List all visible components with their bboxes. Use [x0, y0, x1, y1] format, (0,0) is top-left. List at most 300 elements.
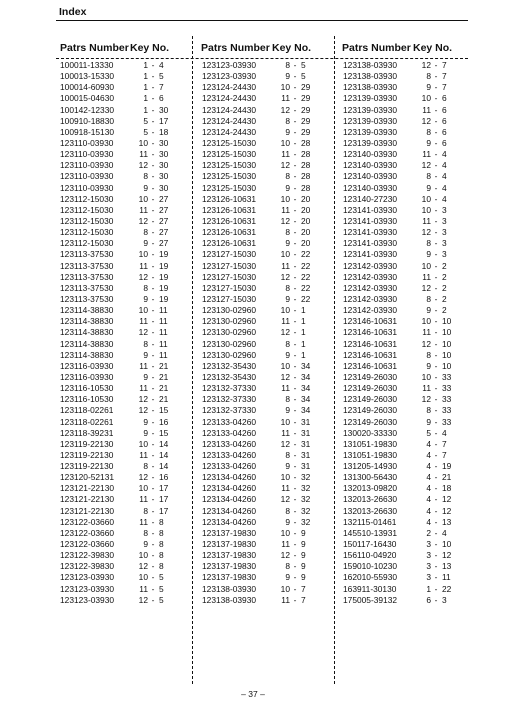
key-separator: - [151, 461, 155, 472]
key-figure-number: 11 [281, 427, 290, 438]
key-separator: - [151, 327, 155, 338]
key-item-number: 7 [442, 60, 447, 70]
key-item-number: 5 [159, 594, 164, 605]
key-separator: - [151, 282, 155, 293]
key-item-number: 6 [442, 126, 447, 137]
key-item-number: 22 [301, 249, 311, 260]
part-number: 130020-33330 [343, 427, 398, 438]
key-item-number: 6 [442, 93, 447, 104]
key-separator: - [151, 215, 155, 226]
part-number: 123112-15030 [60, 215, 114, 226]
key-item-number: 7 [442, 449, 447, 460]
part-number: 123137-19830 [202, 572, 257, 583]
part-number: 123124-24430 [202, 115, 257, 126]
key-figure-number: 9 [426, 249, 431, 260]
key-figure-number: 9 [426, 137, 431, 148]
key-separator: - [293, 71, 297, 82]
key-separator: - [434, 360, 438, 371]
key-separator: - [151, 193, 155, 204]
key-figure-number: 9 [143, 539, 148, 550]
key-separator: - [293, 483, 297, 494]
key-figure-number: 8 [285, 60, 290, 70]
part-number: 123141-03930 [343, 227, 398, 238]
key-separator: - [151, 204, 155, 215]
part-number: 159010-10230 [343, 561, 398, 572]
key-item-number: 11 [159, 327, 168, 338]
key-item-number: 19 [159, 282, 169, 293]
key-figure-number: 11 [281, 260, 290, 271]
part-number: 123123-03930 [202, 60, 257, 70]
key-item-number: 8 [159, 527, 164, 538]
key-item-number: 1 [301, 349, 306, 360]
part-number: 123126-10631 [202, 193, 257, 204]
key-separator: - [293, 516, 297, 527]
key-figure-number: 3 [426, 539, 431, 550]
part-number: 123134-04260 [202, 472, 257, 483]
key-separator: - [293, 472, 297, 483]
key-item-number: 17 [159, 115, 169, 126]
key-separator: - [151, 238, 155, 249]
key-separator: - [293, 371, 297, 382]
key-item-number: 32 [301, 472, 311, 483]
key-item-number: 9 [301, 572, 306, 583]
key-number-header: Key No. [130, 42, 170, 54]
key-figure-number: 11 [422, 271, 431, 282]
part-number: 123146-10631 [343, 338, 398, 349]
key-item-number: 11 [442, 572, 451, 583]
key-item-number: 19 [442, 461, 452, 472]
part-number: 132013-09820 [343, 483, 398, 494]
key-separator: - [434, 539, 438, 550]
key-separator: - [151, 149, 155, 160]
key-item-number: 29 [301, 93, 311, 104]
part-number: 123116-03930 [60, 360, 114, 371]
key-figure-number: 4 [426, 516, 431, 527]
key-separator: - [434, 293, 438, 304]
part-number: 123112-15030 [60, 204, 114, 215]
key-separator: - [293, 527, 297, 538]
part-number: 100918-15130 [60, 126, 115, 137]
key-separator: - [151, 227, 155, 238]
key-separator: - [434, 93, 438, 104]
key-item-number: 10 [442, 360, 452, 371]
key-item-number: 27 [159, 238, 169, 249]
key-item-number: 4 [442, 149, 447, 160]
part-number: 100142-12330 [60, 104, 115, 115]
key-figure-number: 12 [421, 394, 431, 405]
key-figure-number: 12 [421, 160, 431, 171]
key-separator: - [293, 360, 297, 371]
key-item-number: 33 [442, 371, 452, 382]
key-separator: - [434, 316, 438, 327]
key-item-number: 32 [301, 516, 311, 527]
key-separator: - [293, 416, 297, 427]
key-separator: - [293, 594, 297, 605]
key-separator: - [151, 293, 155, 304]
key-number-header: Key No. [413, 42, 453, 54]
key-item-number: 1 [301, 316, 306, 327]
key-item-number: 8 [159, 516, 164, 527]
key-item-number: 20 [301, 227, 311, 238]
key-separator: - [434, 137, 438, 148]
key-item-number: 33 [442, 405, 452, 416]
key-item-number: 12 [442, 505, 452, 516]
key-figure-number: 8 [143, 227, 148, 238]
part-number: 123123-03930 [202, 71, 257, 82]
key-figure-number: 10 [280, 527, 290, 538]
key-figure-number: 9 [285, 182, 290, 193]
part-number: 123127-15030 [202, 271, 257, 282]
key-figure-number: 12 [138, 405, 148, 416]
key-separator: - [293, 260, 297, 271]
key-separator: - [293, 249, 297, 260]
key-separator: - [151, 583, 155, 594]
part-number: 123125-15030 [202, 160, 257, 171]
key-separator: - [293, 494, 297, 505]
part-number: 123110-03930 [60, 160, 114, 171]
part-number: 123142-03930 [343, 305, 398, 316]
key-figure-number: 12 [280, 215, 290, 226]
key-figure-number: 12 [280, 271, 290, 282]
key-item-number: 30 [159, 149, 169, 160]
key-separator: - [434, 427, 438, 438]
part-number: 123114-38830 [60, 349, 114, 360]
key-separator: - [293, 394, 297, 405]
key-item-number: 11 [159, 338, 168, 349]
part-number: 123138-03930 [343, 60, 398, 70]
key-item-number: 5 [159, 583, 164, 594]
part-number: 123112-15030 [60, 238, 114, 249]
part-number: 123139-03930 [343, 126, 398, 137]
key-separator: - [434, 583, 438, 594]
part-number: 123132-35430 [202, 371, 257, 382]
part-number: 123141-03930 [343, 204, 398, 215]
key-figure-number: 6 [426, 594, 431, 605]
key-figure-number: 10 [421, 260, 431, 271]
key-figure-number: 8 [285, 171, 290, 182]
key-figure-number: 12 [421, 115, 431, 126]
key-separator: - [151, 449, 155, 460]
key-item-number: 11 [159, 349, 168, 360]
key-figure-number: 9 [426, 82, 431, 93]
key-figure-number: 5 [143, 126, 148, 137]
part-number: 123126-10631 [202, 204, 257, 215]
key-item-number: 32 [301, 494, 311, 505]
key-item-number: 20 [301, 215, 311, 226]
part-number: 162010-55930 [343, 572, 398, 583]
key-separator: - [434, 405, 438, 416]
key-separator: - [293, 461, 297, 472]
key-separator: - [434, 494, 438, 505]
key-item-number: 32 [301, 505, 311, 516]
key-figure-number: 9 [285, 126, 290, 137]
key-separator: - [293, 149, 297, 160]
key-item-number: 29 [301, 126, 311, 137]
key-separator: - [151, 561, 155, 572]
part-number: 123132-37330 [202, 383, 257, 394]
key-separator: - [151, 594, 155, 605]
key-item-number: 27 [159, 215, 169, 226]
key-figure-number: 8 [285, 338, 290, 349]
key-separator: - [151, 160, 155, 171]
key-separator: - [151, 126, 155, 137]
key-figure-number: 12 [138, 271, 148, 282]
part-number: 123122-03660 [60, 527, 115, 538]
key-figure-number: 11 [139, 494, 148, 505]
key-item-number: 18 [442, 483, 452, 494]
key-separator: - [434, 327, 438, 338]
key-separator: - [151, 349, 155, 360]
key-item-number: 10 [442, 539, 452, 550]
key-figure-number: 11 [281, 204, 290, 215]
key-separator: - [293, 115, 297, 126]
key-item-number: 20 [301, 238, 311, 249]
part-number: 123149-26030 [343, 383, 398, 394]
key-separator: - [151, 60, 155, 70]
part-number: 123122-39830 [60, 550, 115, 561]
key-figure-number: 10 [280, 305, 290, 316]
page-title: Index [59, 6, 87, 18]
part-number: 123123-03930 [60, 583, 115, 594]
key-figure-number: 11 [422, 104, 431, 115]
part-number: 123138-03930 [343, 71, 398, 82]
key-figure-number: 12 [138, 215, 148, 226]
key-separator: - [434, 550, 438, 561]
page-number: – 37 – [241, 689, 265, 699]
part-number: 123138-03930 [343, 82, 398, 93]
key-figure-number: 10 [138, 137, 148, 148]
key-item-number: 9 [301, 539, 306, 550]
part-number: 123122-39830 [60, 561, 115, 572]
key-figure-number: 10 [280, 249, 290, 260]
key-figure-number: 12 [421, 60, 431, 70]
key-item-number: 14 [159, 449, 169, 460]
key-separator: - [293, 215, 297, 226]
key-figure-number: 10 [421, 371, 431, 382]
part-number-header: Patrs Number [60, 42, 129, 54]
key-separator: - [434, 260, 438, 271]
key-figure-number: 12 [280, 371, 290, 382]
key-item-number: 6 [442, 115, 447, 126]
key-item-number: 21 [159, 394, 169, 405]
key-item-number: 12 [442, 494, 452, 505]
part-number: 123130-02960 [202, 327, 257, 338]
part-number: 123142-03930 [343, 282, 398, 293]
column-separator [334, 36, 335, 684]
key-separator: - [293, 572, 297, 583]
key-separator: - [151, 182, 155, 193]
part-number: 123118-02261 [60, 405, 114, 416]
key-separator: - [151, 572, 155, 583]
key-item-number: 19 [159, 249, 169, 260]
key-separator: - [434, 371, 438, 382]
key-item-number: 3 [442, 238, 447, 249]
key-item-number: 4 [159, 60, 164, 70]
key-separator: - [151, 93, 155, 104]
key-separator: - [434, 149, 438, 160]
part-number: 123133-04260 [202, 461, 257, 472]
key-separator: - [151, 137, 155, 148]
part-number: 123125-15030 [202, 137, 257, 148]
part-number: 123130-02960 [202, 349, 257, 360]
key-figure-number: 8 [285, 394, 290, 405]
part-number: 123130-02960 [202, 338, 257, 349]
key-figure-number: 5 [143, 115, 148, 126]
part-number-header: Patrs Number [201, 42, 270, 54]
part-number: 123146-10631 [343, 360, 398, 371]
key-separator: - [151, 115, 155, 126]
part-number: 123142-03930 [343, 260, 398, 271]
part-number: 123126-10631 [202, 215, 257, 226]
key-separator: - [434, 82, 438, 93]
key-item-number: 28 [301, 171, 311, 182]
key-figure-number: 11 [281, 539, 290, 550]
key-figure-number: 8 [285, 115, 290, 126]
key-separator: - [434, 182, 438, 193]
part-number: 123140-03930 [343, 149, 398, 160]
key-separator: - [293, 327, 297, 338]
key-separator: - [293, 160, 297, 171]
key-item-number: 28 [301, 182, 311, 193]
key-item-number: 19 [159, 271, 169, 282]
key-item-number: 32 [301, 483, 311, 494]
key-separator: - [151, 82, 155, 93]
key-separator: - [434, 193, 438, 204]
key-figure-number: 11 [281, 594, 290, 605]
key-item-number: 33 [442, 394, 452, 405]
key-item-number: 31 [301, 449, 311, 460]
key-item-number: 3 [442, 215, 447, 226]
part-number: 123127-15030 [202, 249, 257, 260]
key-item-number: 16 [159, 472, 169, 483]
key-separator: - [434, 572, 438, 583]
part-number: 123149-26030 [343, 371, 398, 382]
key-separator: - [151, 316, 155, 327]
key-item-number: 17 [159, 505, 169, 516]
key-item-number: 4 [442, 427, 447, 438]
key-figure-number: 12 [138, 472, 148, 483]
key-item-number: 27 [159, 193, 169, 204]
part-number: 145510-13931 [343, 527, 398, 538]
key-figure-number: 8 [143, 282, 148, 293]
key-figure-number: 11 [281, 149, 290, 160]
key-item-number: 11 [159, 316, 168, 327]
part-number: 123113-37530 [60, 260, 114, 271]
part-number: 123149-26030 [343, 394, 398, 405]
key-figure-number: 8 [285, 449, 290, 460]
key-item-number: 33 [442, 416, 452, 427]
part-number: 100011-13330 [60, 60, 114, 70]
part-number: 123140-03930 [343, 160, 398, 171]
part-number: 123125-15030 [202, 149, 257, 160]
key-separator: - [434, 516, 438, 527]
key-separator: - [434, 594, 438, 605]
key-figure-number: 8 [426, 405, 431, 416]
part-number: 123132-35430 [202, 360, 257, 371]
key-figure-number: 10 [138, 550, 148, 561]
part-number: 156110-04920 [343, 550, 397, 561]
key-item-number: 3 [442, 249, 447, 260]
key-figure-number: 9 [426, 305, 431, 316]
part-number: 123146-10631 [343, 349, 398, 360]
part-number: 123123-03930 [60, 572, 115, 583]
key-separator: - [434, 305, 438, 316]
key-item-number: 30 [159, 160, 169, 171]
key-figure-number: 10 [421, 93, 431, 104]
key-separator: - [151, 438, 155, 449]
key-item-number: 8 [159, 561, 164, 572]
key-figure-number: 8 [426, 238, 431, 249]
part-number: 123141-03930 [343, 249, 398, 260]
key-separator: - [293, 405, 297, 416]
key-item-number: 22 [442, 583, 452, 594]
key-separator: - [434, 282, 438, 293]
part-number: 123149-26030 [343, 416, 398, 427]
key-item-number: 28 [301, 160, 311, 171]
key-separator: - [151, 371, 155, 382]
key-separator: - [293, 316, 297, 327]
key-figure-number: 4 [426, 461, 431, 472]
key-figure-number: 12 [280, 438, 290, 449]
key-separator: - [293, 305, 297, 316]
key-separator: - [293, 383, 297, 394]
key-separator: - [434, 394, 438, 405]
part-number: 123116-10530 [60, 383, 114, 394]
key-separator: - [151, 71, 155, 82]
key-figure-number: 10 [138, 249, 148, 260]
key-item-number: 3 [442, 594, 447, 605]
key-separator: - [151, 405, 155, 416]
key-item-number: 5 [301, 71, 306, 82]
key-item-number: 9 [301, 550, 306, 561]
key-figure-number: 9 [285, 405, 290, 416]
key-figure-number: 4 [426, 438, 431, 449]
key-item-number: 4 [442, 171, 447, 182]
key-item-number: 34 [301, 383, 311, 394]
key-item-number: 15 [159, 427, 169, 438]
key-item-number: 3 [442, 227, 447, 238]
key-separator: - [293, 137, 297, 148]
key-figure-number: 10 [280, 137, 290, 148]
key-figure-number: 12 [280, 494, 290, 505]
key-separator: - [434, 104, 438, 115]
part-number: 131051-19830 [343, 438, 398, 449]
part-number: 123124-24430 [202, 82, 257, 93]
key-figure-number: 12 [280, 104, 290, 115]
key-item-number: 29 [301, 104, 311, 115]
key-figure-number: 8 [426, 293, 431, 304]
key-item-number: 9 [301, 527, 306, 538]
key-separator: - [151, 305, 155, 316]
key-separator: - [293, 60, 297, 70]
key-item-number: 31 [301, 427, 311, 438]
key-item-number: 2 [442, 271, 447, 282]
key-figure-number: 12 [421, 227, 431, 238]
key-figure-number: 11 [281, 93, 290, 104]
key-separator: - [151, 416, 155, 427]
part-number: 123125-15030 [202, 182, 257, 193]
key-item-number: 15 [159, 405, 169, 416]
part-number: 123141-03930 [343, 215, 398, 226]
key-item-number: 7 [442, 82, 447, 93]
key-item-number: 22 [301, 260, 311, 271]
key-item-number: 7 [442, 71, 447, 82]
part-number: 123149-26030 [343, 405, 398, 416]
key-figure-number: 11 [139, 449, 148, 460]
key-item-number: 13 [442, 516, 452, 527]
part-number: 123114-38830 [60, 305, 114, 316]
part-number: 123139-03930 [343, 104, 398, 115]
